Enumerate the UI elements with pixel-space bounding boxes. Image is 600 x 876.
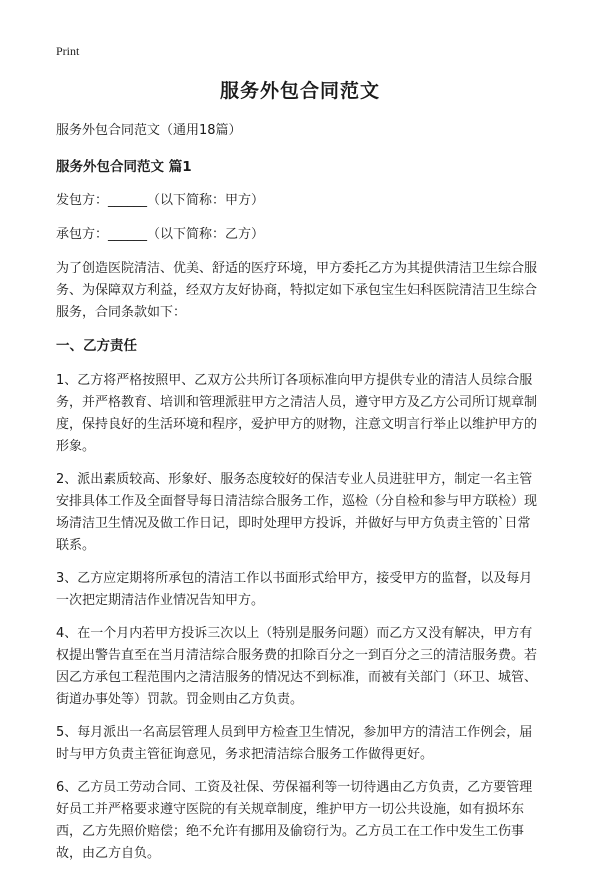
section-title: 服务外包合同范文 篇1	[56, 159, 192, 175]
party-a-line: 发包方：______（以下简称：甲方）	[56, 193, 265, 208]
clause-2: 2、派出素质较高、形象好、服务态度较好的保洁专业人员进驻甲方，制定一名主管安排具体工作及全面督导每日清洁综合服务工作，巡检（分自检和参与甲方联检）现场清洁卫生情况及做工作日记，即时处理甲方投诉，并做好与甲方负责主管的`日常联系。	[56, 472, 538, 553]
document-body	[56, 120, 542, 876]
clause-1: 1、乙方将严格按照甲、乙双方公共所订各项标准向甲方提供专业的清洁人员综合服务，并严格教育、培训和管理派驻甲方之清洁人员，遵守甲方及乙方公司所订规章制度，保持良好的生活环境和程序，爱护甲方的财物，注意文明言行举止以维护甲方的形象。	[56, 373, 538, 454]
heading-party-b-responsibility: 一、乙方责任	[56, 338, 137, 354]
print-label[interactable]: Print	[56, 44, 80, 58]
clause-3: 3、乙方应定期将所承包的清洁工作以书面形式给甲方，接受甲方的监督，以及每月一次把定期清洁作业情况告知甲方。	[56, 571, 533, 608]
intro-paragraph: 为了创造医院清洁、优美、舒适的医疗环境，甲方委托乙方为其提供清洁卫生综合服务、为保障双方利益，经双方友好协商，特拟定如下承包宝生妇科医院清洁卫生综合服务，合同条款如下：	[56, 261, 538, 320]
document-subtitle: 服务外包合同范文（通用18篇）	[56, 123, 242, 138]
party-b-line: 承包方：______（以下简称：乙方）	[56, 227, 265, 242]
clause-4: 4、在一个月内若甲方投诉三次以上（特别是服务问题）而乙方又没有解决，甲方有权提出警告直至在当月清洁综合服务费的扣除百分之一到百分之三的清洁服务费。若因乙方承包工程范围内之清洁服务的情况达不到标准，而被有关部门（环卫、城管、街道办事处等）罚款。罚金则由乙方负责。	[56, 626, 538, 707]
clause-5: 5、每月派出一名高层管理人员到甲方检查卫生情况，参加甲方的清洁工作例会，届时与甲方负责主管征询意见，务求把清洁综合服务工作做得更好。	[56, 725, 533, 762]
page-title: 服务外包合同范文	[219, 80, 380, 102]
clause-6: 6、乙方员工劳动合同、工资及社保、劳保福利等一切待遇由乙方负责，乙方要管理好员工并严格要求遵守医院的有关规章制度，维护甲方一切公共设施，如有损坏东西，乙方先照价赔偿；绝不允许有挪用及偷窃行为。乙方员工在工作中发生工伤事故，由乙方自负。	[56, 780, 533, 861]
